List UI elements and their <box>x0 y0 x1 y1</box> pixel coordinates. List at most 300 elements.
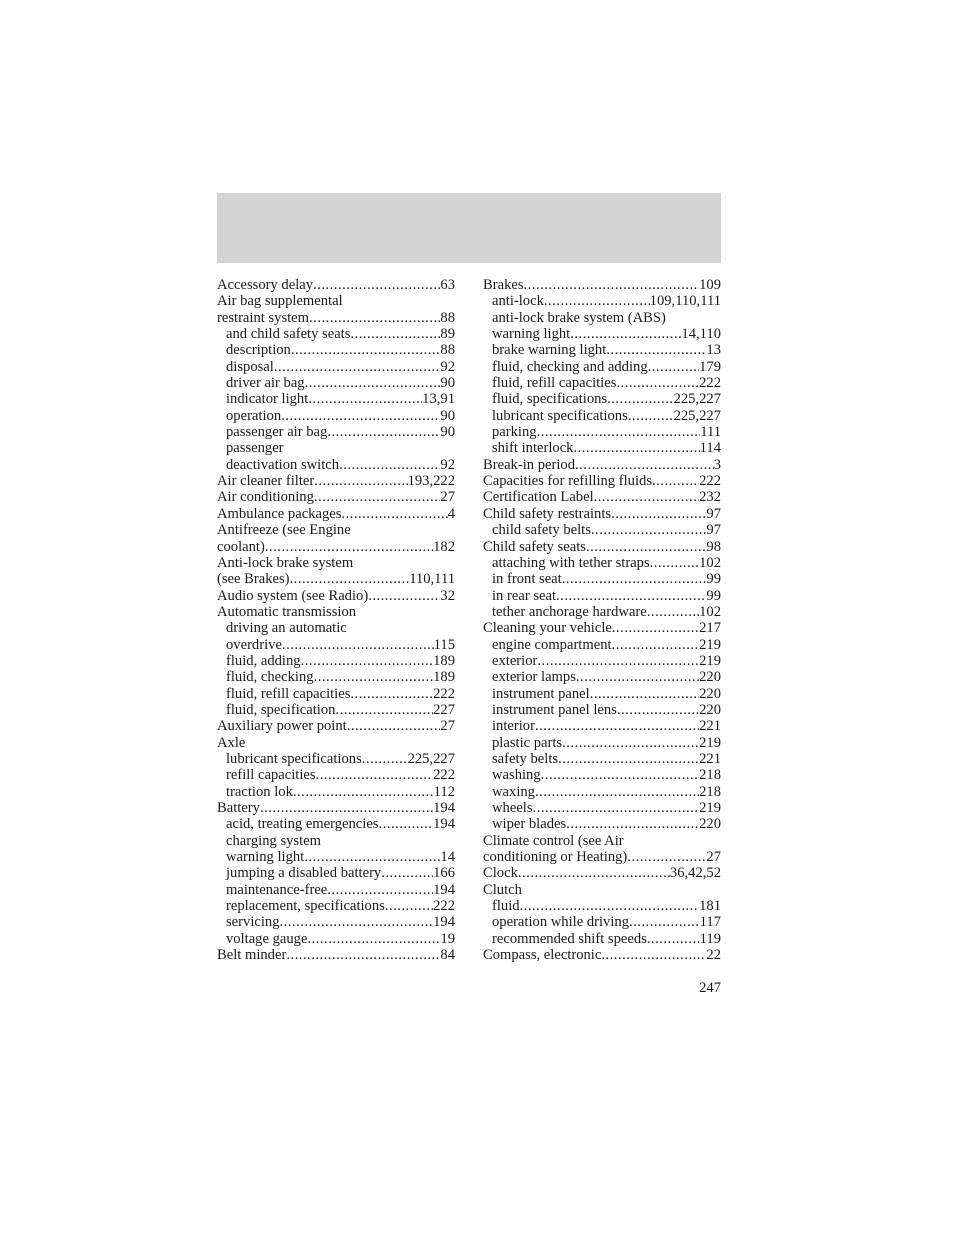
dot-leader <box>576 669 699 685</box>
index-entry-page: 115 <box>433 636 455 653</box>
index-entry <box>483 833 721 849</box>
index-entry-page: 88 <box>440 309 455 326</box>
dot-leader <box>309 310 440 326</box>
index-entry-text: in rear seat <box>492 587 557 604</box>
index-entry-page: 225,227 <box>407 750 455 767</box>
index-entry <box>217 637 455 653</box>
dot-leader <box>562 571 707 587</box>
index-entry-text: exterior lamps <box>492 669 576 686</box>
index-entry-text: instrument panel lens <box>492 701 617 718</box>
index-entry-text: instrument panel <box>492 685 590 702</box>
index-entry-text: lubricant specifications <box>226 750 362 767</box>
index-entry <box>483 342 721 358</box>
index-entry-page: 84 <box>440 947 455 964</box>
dot-leader <box>612 620 699 636</box>
index-entry-page: 27 <box>440 489 455 506</box>
index-entry-page: 89 <box>440 326 455 343</box>
dot-leader <box>556 588 706 604</box>
index-entry-text: operation <box>226 407 282 424</box>
index-entry-page: 3 <box>713 456 721 473</box>
index-entry-text: Air cleaner filter <box>217 473 315 490</box>
dot-leader <box>339 457 440 473</box>
index-entry <box>217 653 455 669</box>
index-entry-page: 222 <box>699 473 721 490</box>
index-entry-page: 111 <box>700 424 721 441</box>
dot-leader <box>327 424 440 440</box>
index-entry <box>217 506 455 522</box>
index-entry <box>217 833 455 849</box>
index-entry <box>483 637 721 653</box>
index-entry-page: 219 <box>699 734 721 751</box>
index-entry <box>483 522 721 538</box>
index-entry-page: 14 <box>440 849 455 866</box>
index-entry <box>217 669 455 685</box>
index-entry <box>217 784 455 800</box>
index-column-right <box>483 277 721 963</box>
index-entry-page: 194 <box>433 800 455 816</box>
dot-leader <box>629 914 700 930</box>
index-entry-text: Belt minder <box>217 947 287 964</box>
index-entry-text: Battery <box>217 800 260 816</box>
index-entry-text: traction lok <box>226 783 293 800</box>
index-entry <box>483 898 721 914</box>
index-entry-text: operation while driving <box>492 914 629 931</box>
index-entry <box>217 588 455 604</box>
index-entry <box>217 391 455 407</box>
index-entry-text: replacement, specifications <box>226 898 385 915</box>
index-entry <box>483 359 721 375</box>
index-entry <box>217 702 455 718</box>
dot-leader <box>305 375 441 391</box>
index-entry-page: 109 <box>699 277 721 293</box>
index-entry <box>217 735 455 751</box>
index-entry <box>217 816 455 832</box>
dot-leader <box>520 898 700 914</box>
dot-leader <box>327 882 433 898</box>
dot-leader <box>265 539 433 555</box>
index-entry-text: refill capacities <box>226 767 316 784</box>
index-entry-text: waxing <box>492 783 535 800</box>
index-entry-text: fluid, adding <box>226 652 301 669</box>
dot-leader <box>535 784 699 800</box>
dot-leader <box>379 816 434 832</box>
index-entry <box>483 751 721 767</box>
index-entry-page: 222 <box>433 685 455 702</box>
index-entry <box>217 310 455 326</box>
index-entry-page: 225,227 <box>673 407 721 424</box>
index-entry-text: fluid, checking and adding <box>492 358 648 375</box>
dot-leader <box>314 489 441 505</box>
index-entry-text: anti-lock <box>492 293 544 310</box>
index-entry-page: 19 <box>440 930 455 947</box>
index-entry-text: acid, treating emergencies <box>226 816 379 833</box>
index-entry-text: Cleaning your vehicle <box>483 620 612 637</box>
index-entry-text: Ambulance packages <box>217 505 342 522</box>
index-entry-page: 27 <box>706 849 721 866</box>
index-column-left <box>217 277 455 963</box>
index-entry <box>483 947 721 963</box>
index-entry <box>483 424 721 440</box>
index-entry-text: interior <box>492 718 535 735</box>
index-entry-text: anti-lock brake system (ABS) <box>492 309 666 326</box>
dot-leader <box>537 424 701 440</box>
index-entry <box>483 735 721 751</box>
index-entry <box>483 473 721 489</box>
index-entry-page: 225,227 <box>673 391 721 408</box>
index-entry-text: child safety belts <box>492 522 591 539</box>
index-entry-page: 92 <box>440 456 455 473</box>
index-entry-page: 97 <box>706 522 721 539</box>
index-entry <box>483 767 721 783</box>
index-entry-text: parking <box>492 424 537 441</box>
index-entry-page: 181 <box>699 898 721 915</box>
index-entry <box>217 522 455 538</box>
index-entry <box>217 767 455 783</box>
dot-leader <box>535 718 699 734</box>
index-entry-text: Child safety seats <box>483 538 586 555</box>
dot-leader <box>616 375 699 391</box>
index-entry-page: 90 <box>440 407 455 424</box>
dot-leader <box>575 457 714 473</box>
index-entry-page: 222 <box>699 375 721 392</box>
dot-leader <box>291 342 441 358</box>
dot-leader <box>381 865 433 881</box>
index-entry <box>483 506 721 522</box>
index-entry <box>483 604 721 620</box>
index-entry-page: 220 <box>699 816 721 833</box>
index-entry-text: Capacities for refilling fluids <box>483 473 652 490</box>
dot-leader <box>313 277 440 293</box>
index-entry-text: fluid, checking <box>226 669 314 686</box>
index-entry <box>483 686 721 702</box>
index-entry-text: safety belts <box>492 750 559 767</box>
index-entry-page: 22 <box>706 947 721 964</box>
index-entry-text: driver air bag <box>226 375 305 392</box>
index-entry-page: 99 <box>706 571 721 588</box>
dot-leader <box>385 898 433 914</box>
dot-leader <box>293 784 434 800</box>
index-entry <box>483 571 721 587</box>
index-entry-page: 219 <box>699 636 721 653</box>
index-entry <box>217 277 455 293</box>
dot-leader <box>350 326 440 342</box>
index-entry-text: Accessory delay <box>217 277 314 293</box>
index-entry-text: recommended shift speeds <box>492 930 647 947</box>
dot-leader <box>301 653 434 669</box>
index-entry <box>217 440 455 456</box>
index-entry-text: passenger <box>226 440 284 457</box>
index-entry-text: Certification Label <box>483 489 594 506</box>
index-entry <box>483 669 721 685</box>
index-entry-page: 102 <box>699 603 721 620</box>
index-entry-page: 99 <box>706 587 721 604</box>
dot-leader <box>347 718 441 734</box>
index-entry-page: 102 <box>699 554 721 571</box>
dot-leader <box>562 735 699 751</box>
index-entry-text: indicator light <box>226 391 309 408</box>
index-entry-page: 119 <box>699 930 721 947</box>
index-entry <box>483 588 721 604</box>
index-entry <box>217 718 455 734</box>
index-entry-text: exterior <box>492 652 538 669</box>
index-entry-text: Automatic transmission <box>217 603 357 620</box>
index-entry <box>483 555 721 571</box>
index-entry-page: 110,111 <box>409 571 455 588</box>
index-entry-text: coolant) <box>217 538 265 555</box>
index-entry-text: Compass, electronic <box>483 947 602 964</box>
dot-leader <box>586 539 706 555</box>
index-entry <box>483 277 721 293</box>
dot-leader <box>611 506 706 522</box>
index-entry-text: driving an automatic <box>226 620 347 637</box>
dot-leader <box>601 947 706 963</box>
index-entry-page: 117 <box>699 914 721 931</box>
index-entry-page: 13,91 <box>422 391 455 408</box>
index-entry <box>483 800 721 816</box>
dot-leader <box>648 359 699 375</box>
index-entry-page: 227 <box>433 701 455 718</box>
dot-leader <box>606 342 706 358</box>
index-entry-text: fluid, specification <box>226 701 336 718</box>
index-entry-page: 179 <box>699 358 721 375</box>
index-entry <box>217 898 455 914</box>
dot-leader <box>281 408 440 424</box>
index-entry <box>217 571 455 587</box>
index-entry-page: 194 <box>433 914 455 931</box>
index-entry <box>217 686 455 702</box>
index-entry <box>483 391 721 407</box>
index-entry-text: brake warning light <box>492 342 607 359</box>
dot-leader <box>341 506 447 522</box>
index-entry <box>483 293 721 309</box>
index-entry <box>217 342 455 358</box>
index-entry-page: 166 <box>433 865 455 882</box>
index-entry-text: warning light <box>226 849 305 866</box>
index-entry <box>483 310 721 326</box>
index-entry <box>483 653 721 669</box>
index-entry-page: 219 <box>699 800 721 816</box>
index-entry-page: 220 <box>699 685 721 702</box>
index-entry-page: 193,222 <box>407 473 455 490</box>
index-entry-page: 88 <box>440 342 455 359</box>
index-entry-text: description <box>226 342 291 359</box>
dot-leader <box>316 767 434 783</box>
index-entry-text: restraint system <box>217 309 310 326</box>
dot-leader <box>362 751 408 767</box>
dot-leader <box>607 391 673 407</box>
index-entry-text: lubricant specifications <box>492 407 628 424</box>
index-entry <box>217 882 455 898</box>
index-entry <box>483 440 721 456</box>
index-entry-page: 98 <box>706 538 721 555</box>
index-entry <box>217 604 455 620</box>
index-entry-text: fluid, refill capacities <box>226 685 351 702</box>
dot-leader <box>541 767 699 783</box>
index-entry-page: 63 <box>440 277 455 293</box>
dot-leader <box>573 440 699 456</box>
index-entry-page: 32 <box>440 587 455 604</box>
index-entry-page: 194 <box>433 816 455 833</box>
index-entry <box>217 473 455 489</box>
index-entry-page: 222 <box>433 767 455 784</box>
index-entry-page: 90 <box>440 424 455 441</box>
index-entry-page: 194 <box>433 881 455 898</box>
index-entry-text: shift interlock <box>492 440 574 457</box>
index-entry-text: deactivation switch <box>226 456 340 473</box>
index-entry-text: Anti-lock brake system <box>217 554 354 571</box>
dot-leader <box>274 359 441 375</box>
index-entry-text: Auxiliary power point <box>217 718 347 735</box>
index-entry <box>483 849 721 865</box>
index-entry-page: 220 <box>699 701 721 718</box>
index-entry-text: overdrive <box>226 636 282 653</box>
index-entry-text: plastic parts <box>492 734 563 751</box>
index-entry-page: 217 <box>699 620 721 637</box>
dot-leader <box>594 489 699 505</box>
index-entry-text: Brakes <box>483 277 524 293</box>
dot-leader <box>307 931 440 947</box>
index-entry <box>217 457 455 473</box>
dot-leader <box>368 588 440 604</box>
dot-leader <box>314 473 407 489</box>
index-entry-page: 27 <box>440 718 455 735</box>
dot-leader <box>280 914 434 930</box>
index-entry-text: Air conditioning <box>217 489 314 506</box>
index-entry-page: 221 <box>699 750 721 767</box>
index-entry-text: (see Brakes) <box>217 571 290 588</box>
index-entry-text: passenger air bag <box>226 424 328 441</box>
index-entry-page: 219 <box>699 652 721 669</box>
index-entry-text: charging system <box>226 832 321 849</box>
index-entry-page: 112 <box>433 783 455 800</box>
index-entry <box>483 457 721 473</box>
dot-leader <box>544 293 650 309</box>
index-entry-page: 221 <box>699 718 721 735</box>
index-entry-text: Axle <box>217 734 246 751</box>
index-entry-page: 97 <box>706 505 721 522</box>
index-entry <box>483 914 721 930</box>
index-entry-text: conditioning or Heating) <box>483 849 628 866</box>
index-entry-page: 220 <box>699 669 721 686</box>
index-entry-text: Climate control (see Air <box>483 832 624 849</box>
index-entry-page: 90 <box>440 375 455 392</box>
dot-leader <box>314 669 434 685</box>
index-entry <box>217 849 455 865</box>
dot-leader <box>647 604 699 620</box>
dot-leader <box>533 800 700 816</box>
index-entry-text: Audio system (see Radio) <box>217 587 369 604</box>
index-entry <box>217 620 455 636</box>
dot-leader <box>260 800 433 816</box>
dot-leader <box>652 473 699 489</box>
index-entry <box>483 408 721 424</box>
dot-leader <box>282 637 434 653</box>
index-entry <box>217 293 455 309</box>
index-entry <box>217 931 455 947</box>
index-entry-text: servicing <box>226 914 280 931</box>
index-entry-page: 218 <box>699 767 721 784</box>
index-entry-text: attaching with tether straps <box>492 554 650 571</box>
dot-leader <box>518 865 670 881</box>
dot-leader <box>286 947 440 963</box>
index-entry <box>483 375 721 391</box>
dot-leader <box>617 702 699 718</box>
index-entry-page: 92 <box>440 358 455 375</box>
index-entry-page: 36,42,52 <box>669 865 721 882</box>
index-entry <box>483 326 721 342</box>
dot-leader <box>524 277 700 293</box>
index-entry-text: warning light <box>492 326 571 343</box>
index-entry-page: 222 <box>433 898 455 915</box>
index-entry <box>217 751 455 767</box>
index-entry-text: Child safety restraints <box>483 505 612 522</box>
index-entry-text: wiper blades <box>492 816 567 833</box>
page-number: 247 <box>699 980 721 996</box>
index-entry-page: 189 <box>433 669 455 686</box>
dot-leader <box>650 555 699 571</box>
index-entry-text: voltage gauge <box>226 930 308 947</box>
index-entry <box>217 489 455 505</box>
index-entry <box>217 375 455 391</box>
index-entry <box>217 359 455 375</box>
index-entry <box>217 947 455 963</box>
dot-leader <box>570 326 681 342</box>
index-entry <box>483 718 721 734</box>
index-entry-page: 4 <box>447 505 455 522</box>
index-entry <box>217 800 455 816</box>
index-entry-text: disposal <box>226 358 274 375</box>
index-entry <box>483 539 721 555</box>
index-entry <box>483 620 721 636</box>
index-entry-text: in front seat <box>492 571 562 588</box>
index-entry-text: washing <box>492 767 541 784</box>
index-entry <box>217 326 455 342</box>
index-entry <box>483 784 721 800</box>
index-entry-page: 218 <box>699 783 721 800</box>
index-entry-text: and child safety seats <box>226 326 351 343</box>
index-entry-text: jumping a disabled battery <box>226 865 382 882</box>
dot-leader <box>628 408 674 424</box>
dot-leader <box>350 686 433 702</box>
index-entry-page: 189 <box>433 652 455 669</box>
index-entry-text: fluid <box>492 898 520 915</box>
dot-leader <box>558 751 699 767</box>
index-entry <box>217 539 455 555</box>
index-entry-text: maintenance-free <box>226 881 328 898</box>
index-entry-text: fluid, refill capacities <box>492 375 617 392</box>
index-entry-text: Break-in period <box>483 456 575 473</box>
index-entry-text: engine compartment <box>492 636 612 653</box>
index-entry-text: Antifreeze (see Engine <box>217 522 351 539</box>
index-entry-page: 13 <box>706 342 721 359</box>
index-entry <box>217 555 455 571</box>
dot-leader <box>566 816 699 832</box>
index-entry-text: wheels <box>492 800 533 816</box>
index-entry <box>483 702 721 718</box>
dot-leader <box>290 571 410 587</box>
index-entry <box>483 931 721 947</box>
header-band <box>217 193 721 263</box>
dot-leader <box>590 686 699 702</box>
dot-leader <box>647 931 700 947</box>
dot-leader <box>304 849 440 865</box>
index-entry-text: tether anchorage hardware <box>492 603 647 620</box>
dot-leader <box>335 702 433 718</box>
dot-leader <box>308 391 422 407</box>
index-entry-page: 114 <box>699 440 721 457</box>
index-entry <box>217 914 455 930</box>
index-entry-text: Air bag supplemental <box>217 293 343 310</box>
